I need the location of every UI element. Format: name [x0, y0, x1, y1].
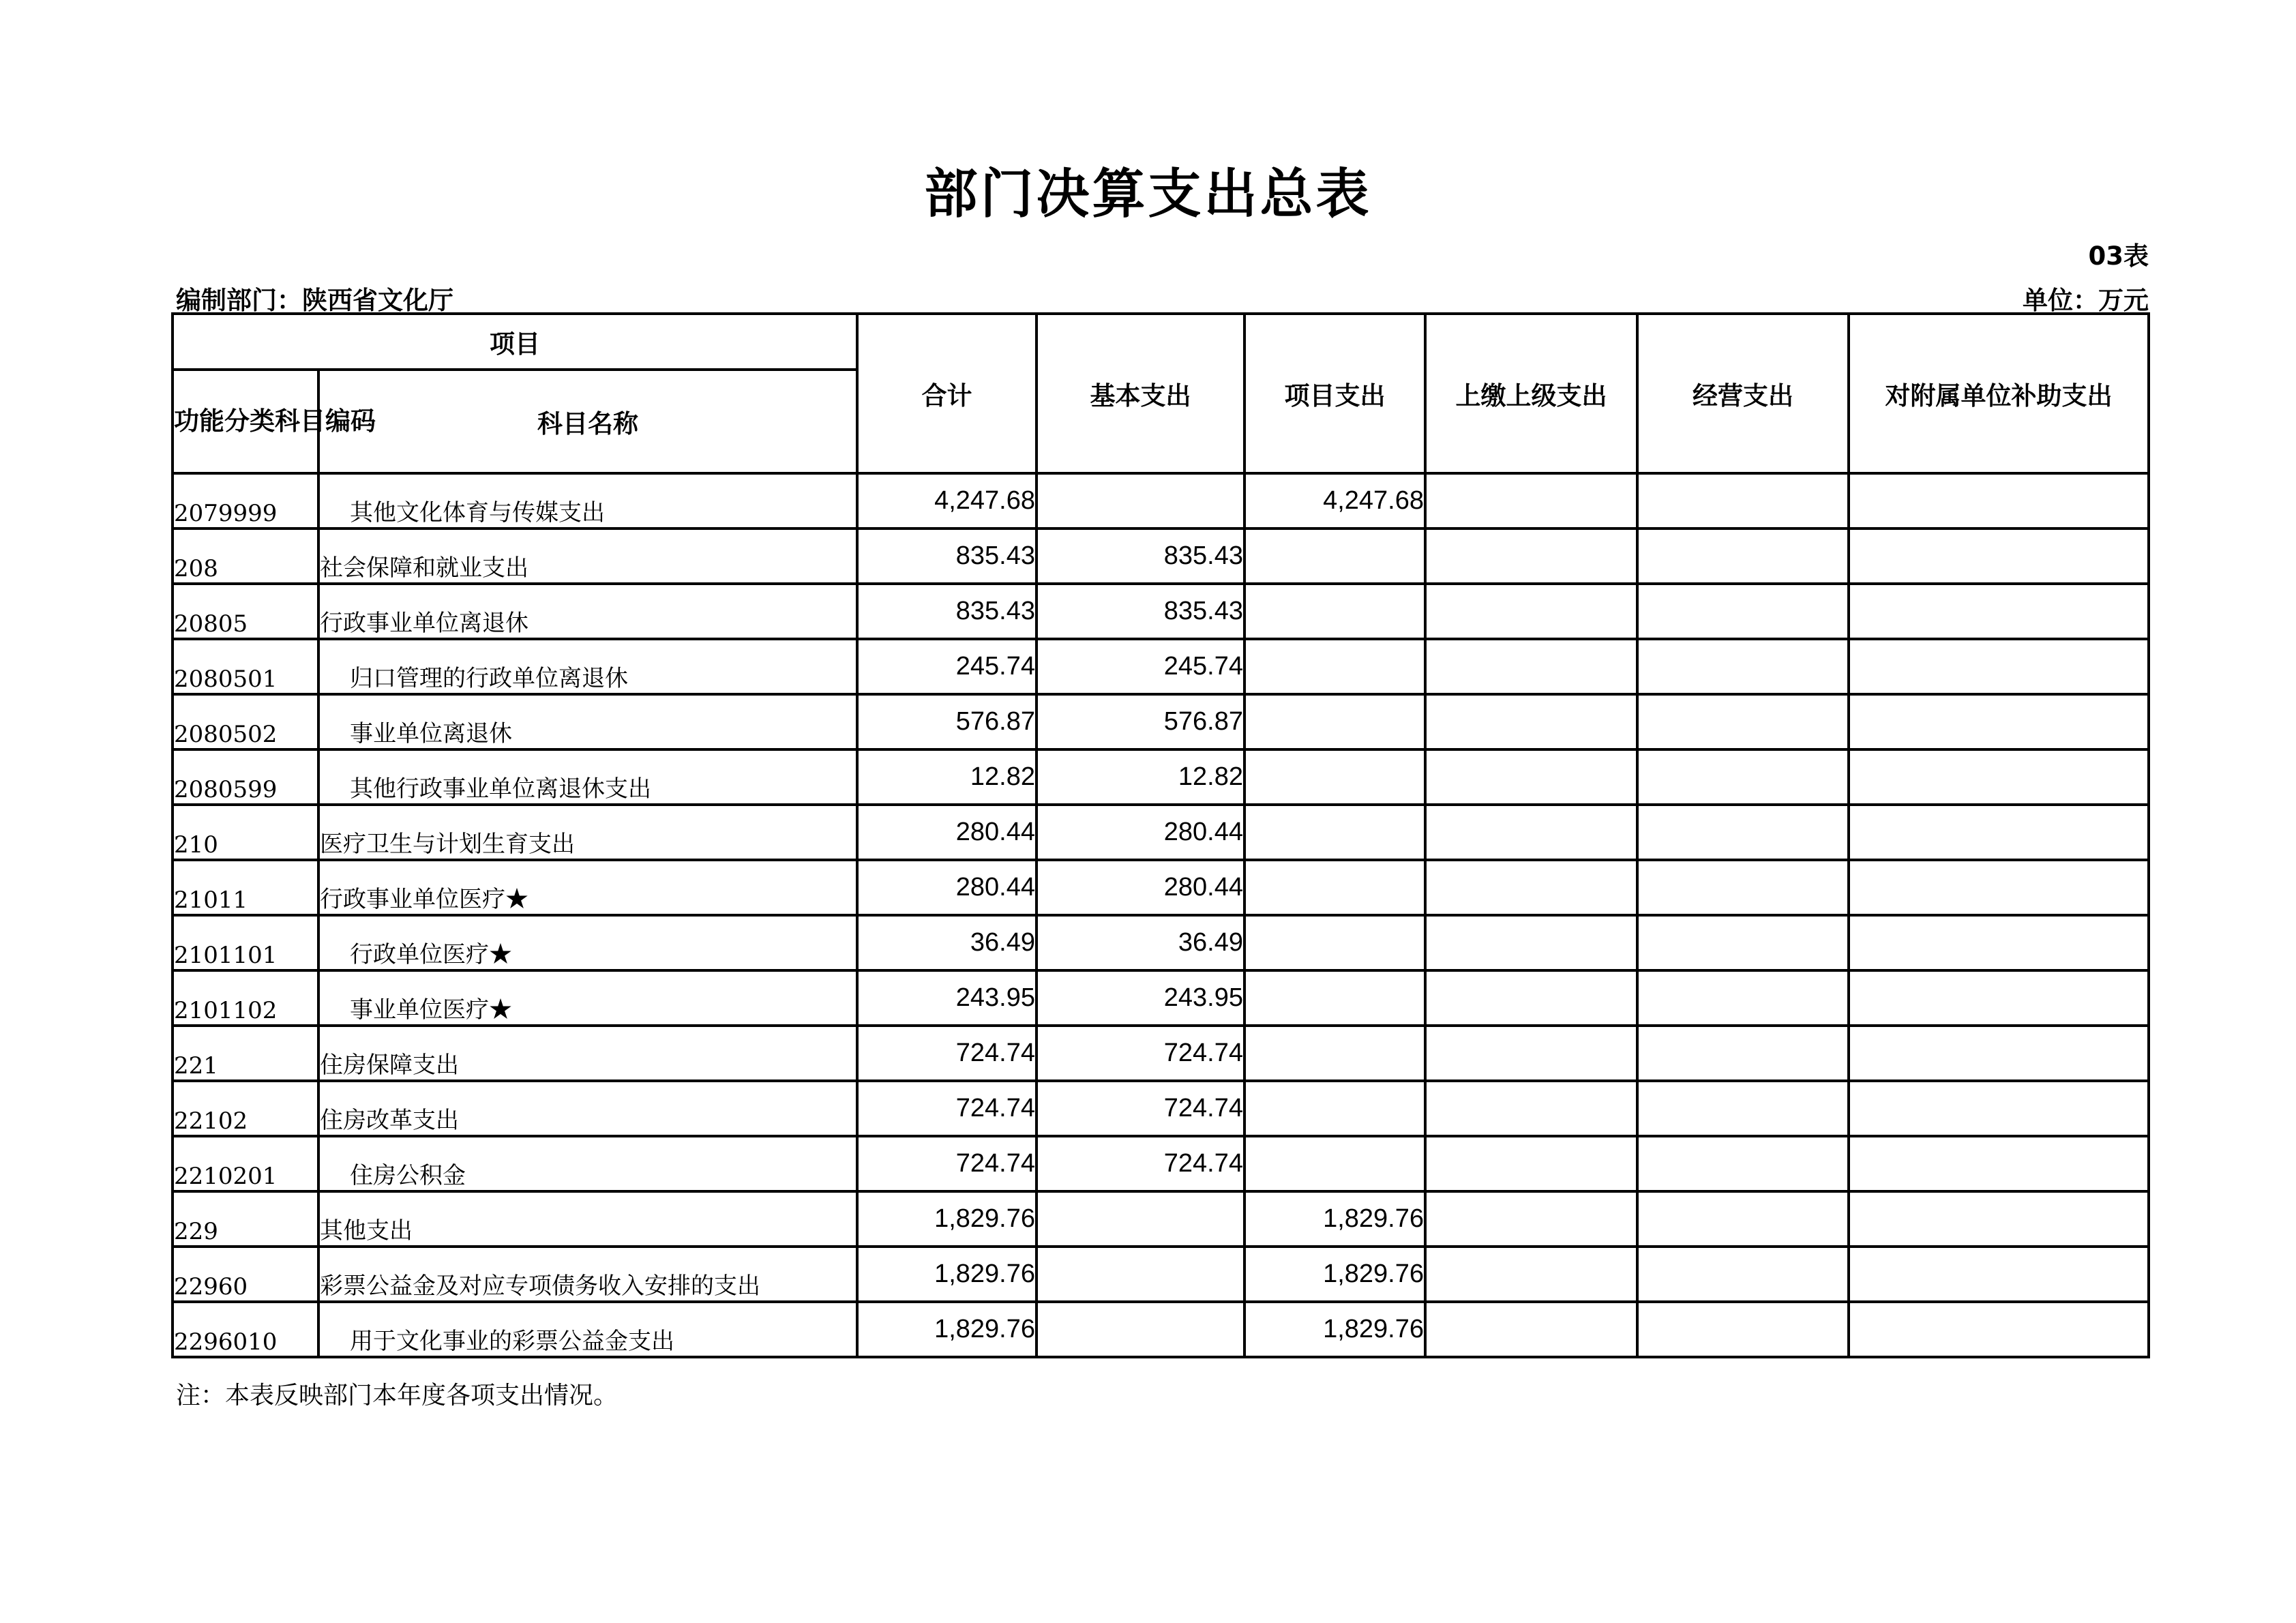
cell-total: 280.44 [857, 860, 1037, 915]
cell-subsidy [1849, 805, 2149, 860]
cell-basic [1037, 1191, 1244, 1247]
cell-basic: 280.44 [1037, 860, 1244, 915]
cell-business [1637, 915, 1849, 970]
cell-upper [1425, 805, 1637, 860]
cell-total: 1,829.76 [857, 1191, 1037, 1247]
cell-project [1244, 749, 1425, 805]
cell-project: 1,829.76 [1244, 1302, 1425, 1357]
cell-subsidy [1849, 584, 2149, 639]
header-basic: 基本支出 [1037, 314, 1244, 473]
cell-basic: 280.44 [1037, 805, 1244, 860]
cell-subsidy [1849, 915, 2149, 970]
cell-subsidy [1849, 1191, 2149, 1247]
cell-name: 行政单位医疗★ [318, 915, 857, 970]
cell-upper [1425, 970, 1637, 1026]
cell-project [1244, 584, 1425, 639]
expenditure-table [171, 312, 2150, 1358]
cell-name: 住房公积金 [318, 1136, 857, 1191]
cell-name: 彩票公益金及对应专项债务收入安排的支出 [318, 1247, 857, 1302]
table-row [173, 694, 2149, 749]
cell-upper [1425, 528, 1637, 584]
cell-total: 4,247.68 [857, 473, 1037, 528]
cell-subsidy [1849, 694, 2149, 749]
cell-business [1637, 805, 1849, 860]
table-row [173, 1191, 2149, 1247]
table-row [173, 1081, 2149, 1136]
cell-business [1637, 970, 1849, 1026]
cell-basic: 835.43 [1037, 584, 1244, 639]
cell-project [1244, 915, 1425, 970]
cell-project [1244, 1026, 1425, 1081]
cell-name: 其他支出 [318, 1191, 857, 1247]
cell-business [1637, 1136, 1849, 1191]
cell-project [1244, 639, 1425, 694]
cell-code: 2296010 [173, 1302, 318, 1357]
cell-subsidy [1849, 860, 2149, 915]
cell-subsidy [1849, 749, 2149, 805]
cell-name: 医疗卫生与计划生育支出 [318, 805, 857, 860]
cell-total: 835.43 [857, 528, 1037, 584]
cell-project: 4,247.68 [1244, 473, 1425, 528]
cell-code: 221 [173, 1026, 318, 1081]
cell-business [1637, 749, 1849, 805]
cell-basic: 724.74 [1037, 1136, 1244, 1191]
cell-total: 724.74 [857, 1081, 1037, 1136]
cell-subsidy [1849, 1136, 2149, 1191]
cell-code: 2080501 [173, 639, 318, 694]
table-row [173, 1247, 2149, 1302]
cell-upper [1425, 584, 1637, 639]
cell-basic: 245.74 [1037, 639, 1244, 694]
cell-name: 事业单位离退休 [318, 694, 857, 749]
cell-code: 2079999 [173, 473, 318, 528]
cell-basic [1037, 473, 1244, 528]
cell-name: 住房保障支出 [318, 1026, 857, 1081]
cell-subsidy [1849, 1026, 2149, 1081]
header-project: 项目支出 [1244, 314, 1425, 473]
cell-code: 2101102 [173, 970, 318, 1026]
cell-business [1637, 1026, 1849, 1081]
cell-subsidy [1849, 639, 2149, 694]
cell-upper [1425, 749, 1637, 805]
cell-business [1637, 584, 1849, 639]
table-body [173, 473, 2149, 1357]
cell-business [1637, 1081, 1849, 1136]
cell-total: 724.74 [857, 1136, 1037, 1191]
cell-upper [1425, 915, 1637, 970]
cell-basic: 36.49 [1037, 915, 1244, 970]
cell-project: 1,829.76 [1244, 1191, 1425, 1247]
header-row-1 [173, 314, 2149, 370]
cell-name: 归口管理的行政单位离退休 [318, 639, 857, 694]
cell-project: 1,829.76 [1244, 1247, 1425, 1302]
table-number: 03表 [2088, 241, 2149, 271]
cell-code: 2080502 [173, 694, 318, 749]
cell-upper [1425, 1302, 1637, 1357]
cell-total: 36.49 [857, 915, 1037, 970]
cell-name: 其他行政事业单位离退休支出 [318, 749, 857, 805]
cell-business [1637, 639, 1849, 694]
cell-code: 2080599 [173, 749, 318, 805]
header-total: 合计 [857, 314, 1037, 473]
table-row [173, 1136, 2149, 1191]
cell-business [1637, 694, 1849, 749]
cell-business [1637, 1247, 1849, 1302]
cell-code: 210 [173, 805, 318, 860]
footnote: 注：本表反映部门本年度各项支出情况。 [176, 1382, 618, 1410]
cell-upper [1425, 1247, 1637, 1302]
cell-total: 12.82 [857, 749, 1037, 805]
cell-upper [1425, 1191, 1637, 1247]
cell-name: 行政事业单位离退休 [318, 584, 857, 639]
cell-total: 724.74 [857, 1026, 1037, 1081]
unit-label: 单位：万元 [2023, 286, 2149, 315]
cell-code: 22960 [173, 1247, 318, 1302]
table-row [173, 1026, 2149, 1081]
header-name: 科目名称 [318, 370, 857, 473]
cell-subsidy [1849, 1247, 2149, 1302]
table-row [173, 805, 2149, 860]
cell-basic: 724.74 [1037, 1026, 1244, 1081]
cell-total: 245.74 [857, 639, 1037, 694]
cell-upper [1425, 1136, 1637, 1191]
cell-code: 22102 [173, 1081, 318, 1136]
cell-upper [1425, 639, 1637, 694]
cell-total: 280.44 [857, 805, 1037, 860]
cell-basic [1037, 1302, 1244, 1357]
table-row [173, 970, 2149, 1026]
cell-name: 行政事业单位医疗★ [318, 860, 857, 915]
cell-project [1244, 1136, 1425, 1191]
cell-project [1244, 694, 1425, 749]
cell-subsidy [1849, 1081, 2149, 1136]
cell-basic [1037, 1247, 1244, 1302]
header-upper: 上缴上级支出 [1425, 314, 1637, 473]
cell-upper [1425, 694, 1637, 749]
header-subsidy: 对附属单位补助支出 [1849, 314, 2149, 473]
header-code: 功能分类科目编码 [173, 370, 318, 473]
header-item: 项目 [173, 314, 857, 370]
cell-code: 2101101 [173, 915, 318, 970]
cell-basic: 576.87 [1037, 694, 1244, 749]
cell-project [1244, 970, 1425, 1026]
table-row [173, 915, 2149, 970]
table-row [173, 528, 2149, 584]
cell-business [1637, 473, 1849, 528]
table-row [173, 749, 2149, 805]
cell-subsidy [1849, 473, 2149, 528]
cell-basic: 12.82 [1037, 749, 1244, 805]
cell-code: 20805 [173, 584, 318, 639]
cell-business [1637, 1302, 1849, 1357]
cell-total: 1,829.76 [857, 1247, 1037, 1302]
cell-name: 用于文化事业的彩票公益金支出 [318, 1302, 857, 1357]
cell-upper [1425, 1081, 1637, 1136]
cell-basic: 243.95 [1037, 970, 1244, 1026]
cell-project [1244, 1081, 1425, 1136]
cell-business [1637, 1191, 1849, 1247]
cell-basic: 835.43 [1037, 528, 1244, 584]
header-business: 经营支出 [1637, 314, 1849, 473]
cell-upper [1425, 1026, 1637, 1081]
cell-total: 243.95 [857, 970, 1037, 1026]
table-row [173, 473, 2149, 528]
cell-name: 社会保障和就业支出 [318, 528, 857, 584]
cell-name: 住房改革支出 [318, 1081, 857, 1136]
cell-business [1637, 528, 1849, 584]
cell-subsidy [1849, 1302, 2149, 1357]
table-row [173, 639, 2149, 694]
cell-upper [1425, 860, 1637, 915]
cell-business [1637, 860, 1849, 915]
cell-basic: 724.74 [1037, 1081, 1244, 1136]
cell-name: 事业单位医疗★ [318, 970, 857, 1026]
cell-project [1244, 805, 1425, 860]
table-row [173, 860, 2149, 915]
cell-subsidy [1849, 970, 2149, 1026]
cell-code: 2210201 [173, 1136, 318, 1191]
cell-code: 21011 [173, 860, 318, 915]
cell-total: 576.87 [857, 694, 1037, 749]
cell-code: 208 [173, 528, 318, 584]
table-row [173, 1302, 2149, 1357]
department-label: 编制部门：陕西省文化厅 [176, 286, 453, 315]
cell-name: 其他文化体育与传媒支出 [318, 473, 857, 528]
cell-project [1244, 860, 1425, 915]
table-row [173, 584, 2149, 639]
cell-project [1244, 528, 1425, 584]
cell-code: 229 [173, 1191, 318, 1247]
cell-subsidy [1849, 528, 2149, 584]
cell-total: 835.43 [857, 584, 1037, 639]
cell-upper [1425, 473, 1637, 528]
page-title: 部门决算支出总表 [924, 164, 1372, 225]
cell-total: 1,829.76 [857, 1302, 1037, 1357]
